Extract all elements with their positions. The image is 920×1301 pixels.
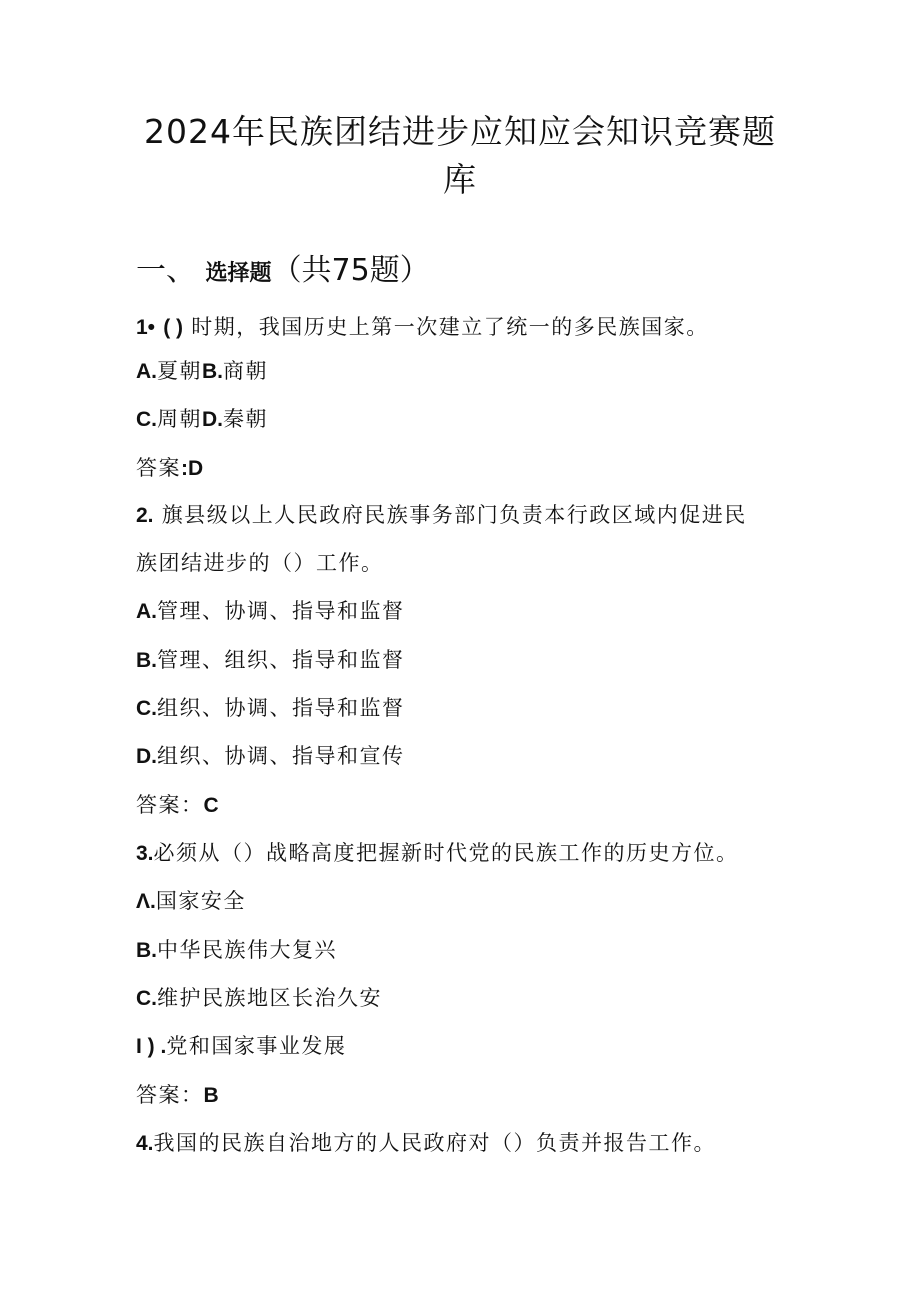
question-3-text: 必须从（）战略高度把握新时代党的民族工作的历史方位。: [153, 841, 739, 865]
option-text: 夏朝: [157, 359, 202, 383]
answer-label: 答案: [136, 456, 181, 480]
option-key: D.: [202, 408, 223, 431]
option-key: B.: [136, 649, 157, 672]
question-2-option-b: [136, 645, 405, 676]
document-title-line-2: 库: [443, 160, 477, 199]
question-2-option-a: [136, 596, 405, 627]
option-key: A.: [136, 360, 157, 383]
option-key: C.: [136, 697, 157, 720]
option-text: 管理、协调、指导和监督: [157, 599, 405, 623]
option-text: 周朝: [157, 407, 202, 431]
option-key: B.: [136, 939, 157, 962]
question-3-option-b: [136, 935, 337, 966]
option-text: 组织、协调、指导和宣传: [157, 744, 405, 768]
question-3-answer: [136, 1080, 219, 1111]
question-1-text: 时期，我国历史上第一次建立了统一的多民族国家。: [191, 315, 709, 339]
answer-label: 答案：: [136, 793, 204, 817]
option-text: 秦朝: [223, 407, 268, 431]
question-1-answer: [136, 453, 203, 484]
option-text: 党和国家事业发展: [166, 1034, 347, 1058]
question-3-option-a: [136, 886, 246, 917]
answer-value: C: [203, 794, 219, 817]
option-text: 管理、组织、指导和监督: [157, 648, 405, 672]
question-2-stem-line-1: [136, 500, 747, 531]
question-3-option-d: [136, 1031, 346, 1062]
option-key: Λ.: [136, 890, 156, 913]
question-4-text: 我国的民族自治地方的人民政府对（）负责并报告工作。: [153, 1131, 717, 1155]
question-1-number: 1•: [136, 316, 156, 339]
option-key: I ) .: [136, 1035, 167, 1058]
section-label: 选择题: [205, 261, 272, 286]
question-1-blank: ( ): [163, 316, 184, 339]
option-key: C.: [136, 408, 157, 431]
option-text: 组织、协调、指导和监督: [157, 696, 405, 720]
question-3-option-c: [136, 983, 382, 1014]
option-key: A.: [136, 600, 157, 623]
question-4-stem: [136, 1128, 716, 1159]
section-number: 一、: [136, 253, 196, 288]
question-2-stem-line-2: 族团结进步的（）工作。: [136, 551, 384, 575]
question-3-number: 3.: [136, 842, 154, 865]
option-text: 中华民族伟大复兴: [157, 938, 337, 962]
question-1-stem: [136, 312, 709, 343]
option-text: 商朝: [223, 359, 268, 383]
answer-label: 答案：: [136, 1083, 204, 1107]
section-heading: [136, 248, 430, 297]
option-key: B.: [202, 360, 223, 383]
option-key: C.: [136, 987, 157, 1010]
question-4-number: 4.: [136, 1132, 154, 1155]
option-key: D.: [136, 745, 157, 768]
question-2-number: 2.: [136, 504, 154, 527]
question-3-stem: [136, 838, 739, 869]
question-1-options-row-1: [136, 356, 268, 387]
question-2-option-d: [136, 741, 405, 772]
question-1-options-row-2: [136, 404, 268, 435]
question-2-text-1: 旗县级以上人民政府民族事务部门负责本行政区域内促进民: [161, 503, 747, 527]
question-2-answer: [136, 790, 219, 821]
section-count: （共75题）: [271, 253, 430, 288]
question-2-option-c: [136, 693, 405, 724]
answer-value: B: [203, 1084, 219, 1107]
option-text: 国家安全: [155, 889, 246, 913]
answer-value: :D: [181, 457, 204, 480]
option-text: 维护民族地区长治久安: [157, 986, 382, 1010]
document-title-line-1: 2024年民族团结进步应知应会知识竞赛题: [144, 112, 776, 151]
